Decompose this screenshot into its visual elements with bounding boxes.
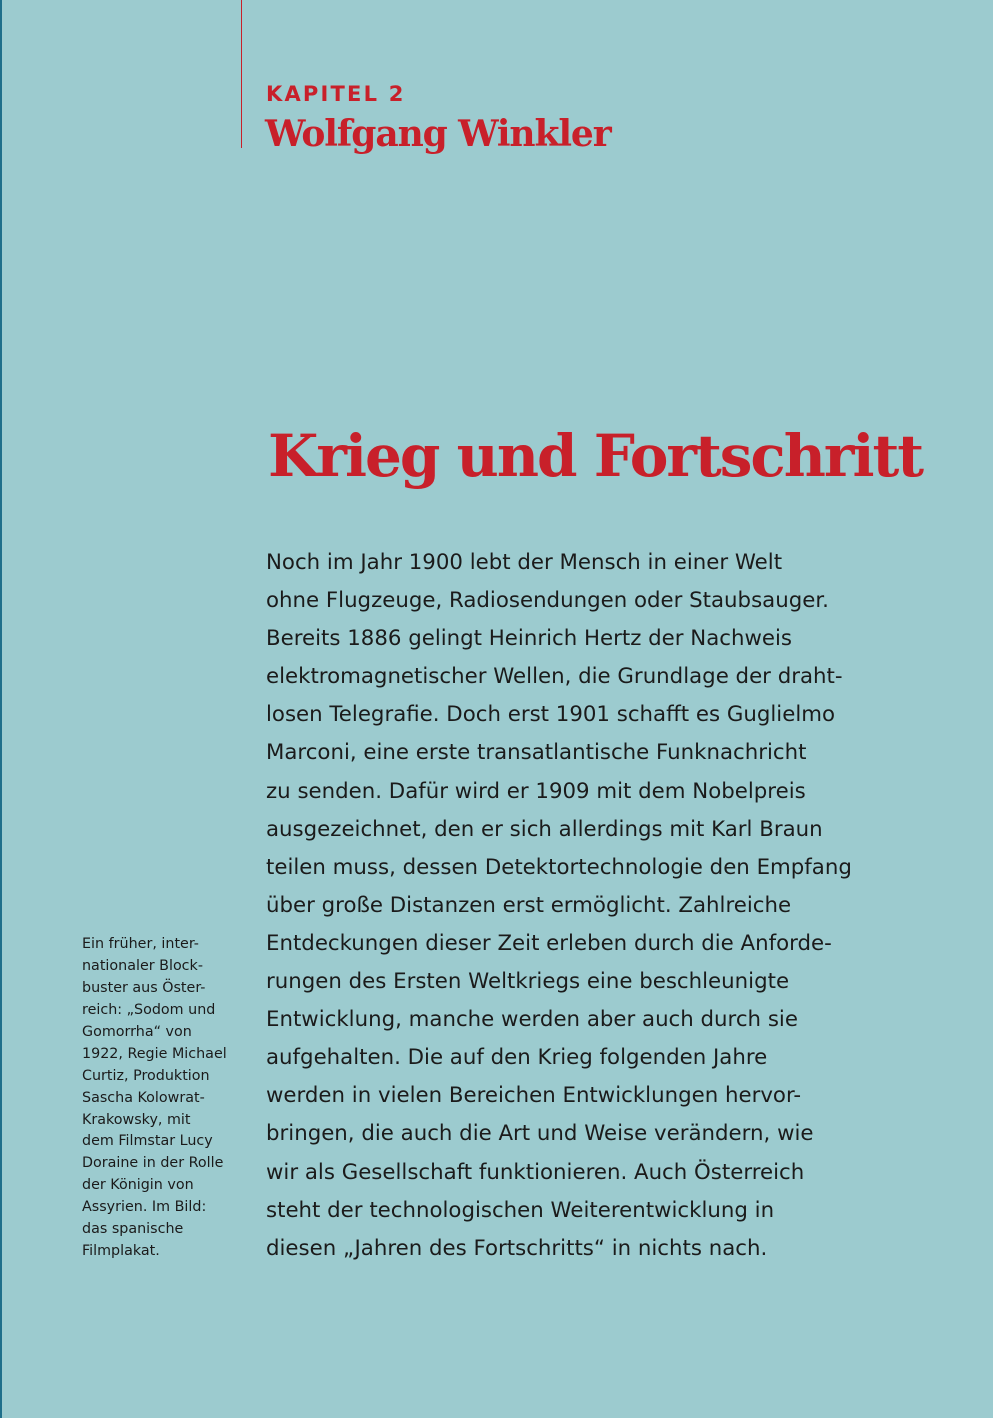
body-line: bringen, die auch die Art und Weise verändern, wie	[266, 1121, 814, 1147]
caption-line: nationaler Block-	[82, 957, 203, 974]
caption-line: Doraine in der Rolle	[82, 1155, 224, 1172]
body-line: Marconi, eine erste transatlantische Funknachricht	[266, 740, 807, 766]
article-title: Krieg und Fortschritt	[268, 422, 923, 490]
body-line: teilen muss, dessen Detektortechnologie den Empfang	[266, 854, 852, 880]
body-line: Entdeckungen dieser Zeit erleben durch die Anforde-	[266, 930, 832, 956]
article-body	[266, 544, 946, 1268]
body-line: aufgehalten. Die auf den Krieg folgenden Jahre	[266, 1045, 768, 1071]
body-line: zu senden. Dafür wird er 1909 mit dem Nobelpreis	[266, 778, 806, 804]
body-line: werden in vielen Bereichen Entwicklungen hervor-	[266, 1083, 802, 1109]
caption-line: dem Filmstar Lucy	[82, 1133, 213, 1150]
body-line: steht der technologischen Weiterentwicklung in	[266, 1197, 775, 1223]
caption-line: Krakowsky, mit	[82, 1111, 191, 1128]
page-edge	[0, 0, 2, 1418]
chapter-author: Wolfgang Winkler	[265, 113, 611, 155]
body-line: ohne Flugzeuge, Radiosendungen oder Staubsauger.	[266, 588, 829, 614]
caption-line: Curtiz, Produktion	[82, 1067, 210, 1084]
body-line: wir als Gesellschaft funktionieren. Auch Österreich	[266, 1159, 805, 1185]
caption-line: Filmplakat.	[82, 1243, 160, 1260]
image-caption	[82, 934, 252, 1263]
caption-line: buster aus Öster-	[82, 979, 206, 996]
caption-line: das spanische	[82, 1221, 184, 1238]
caption-line: der Königin von	[82, 1177, 194, 1194]
caption-line: 1922, Regie Michael	[82, 1045, 227, 1062]
caption-line: Sascha Kolowrat-	[82, 1089, 205, 1106]
caption-line: Gomorrha“ von	[82, 1023, 192, 1040]
body-line: Noch im Jahr 1900 lebt der Mensch in einer Welt	[266, 550, 783, 575]
caption-line: Ein früher, inter-	[82, 936, 199, 952]
body-line: Bereits 1886 gelingt Heinrich Hertz der Nachweis	[266, 626, 793, 652]
caption-line: reich: „Sodom und	[82, 1001, 216, 1018]
chapter-label: KAPITEL 2	[266, 82, 406, 106]
body-line: elektromagnetischer Wellen, die Grundlage der draht-	[266, 664, 843, 690]
chapter-rule	[241, 0, 242, 148]
body-line: ausgezeichnet, den er sich allerdings mit Karl Braun	[266, 816, 823, 842]
body-line: rungen des Ersten Weltkriegs eine beschleunigte	[266, 969, 790, 995]
body-line: über große Distanzen erst ermöglicht. Zahlreiche	[266, 892, 792, 918]
body-line: Entwicklung, manche werden aber auch durch sie	[266, 1007, 798, 1033]
body-line: losen Telegrafie. Doch erst 1901 schafft es Guglielmo	[266, 702, 836, 728]
body-line: diesen „Jahren des Fortschritts“ in nichts nach.	[266, 1235, 768, 1261]
caption-line: Assyrien. Im Bild:	[82, 1199, 207, 1216]
